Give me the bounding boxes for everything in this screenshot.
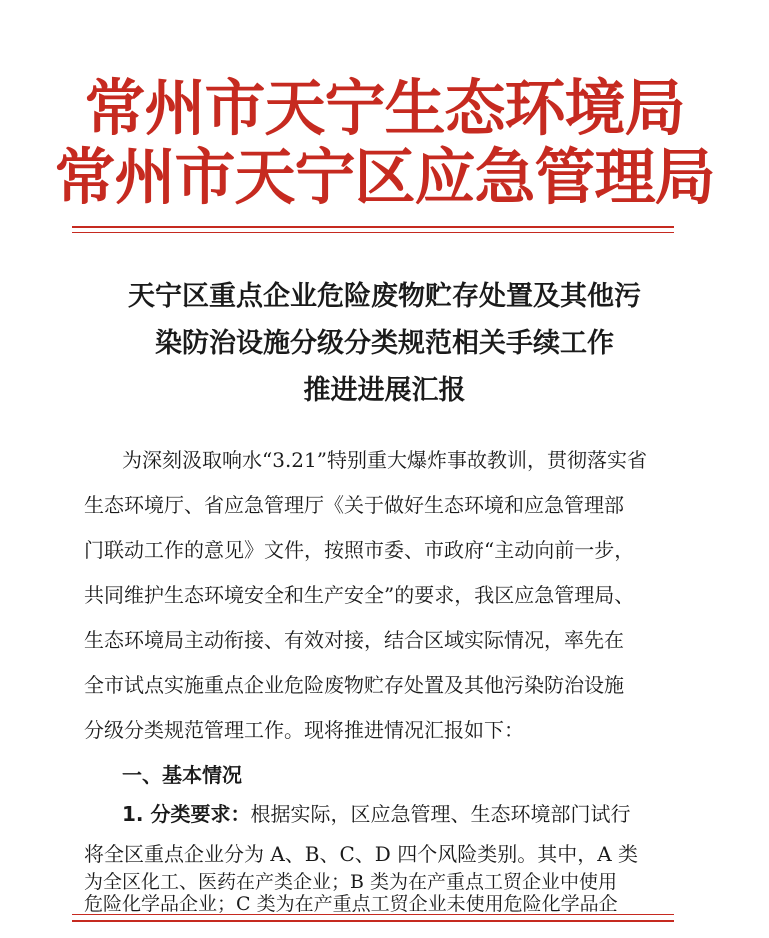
document-title-line-2: 染防治设施分级分类规范相关手续工作 — [155, 328, 614, 359]
footer-divider-thick — [72, 920, 674, 922]
paragraph-line: 为全区化工、医药在产类企业；B 类为在产重点工贸企业中使用 — [84, 871, 618, 893]
paragraph-line: 共同维护生态环境安全和生产安全”的要求，我区应急管理局、 — [84, 583, 635, 607]
document-title-line-3: 推进进展汇报 — [303, 375, 466, 406]
item-1-lead: 1. 分类要求： — [122, 802, 251, 826]
document-title-line-1: 天宁区重点企业危险废物贮存处置及其他污 — [128, 281, 641, 312]
paragraph-line: 生态环境局主动衔接、有效对接，结合区域实际情况，率先在 — [84, 628, 624, 652]
paragraph-line: 为深刻汲取响水“3.21”特别重大爆炸事故教训，贯彻落实省 — [122, 448, 647, 472]
section-heading: 一、基本情况 — [122, 763, 242, 787]
paragraph-line: 生态环境厅、省应急管理厅《关于做好生态环境和应急管理部 — [84, 493, 624, 517]
letterhead-divider-thick — [72, 226, 674, 228]
item-1-text: 根据实际，区应急管理、生态环境部门试行 — [250, 802, 631, 826]
paragraph-line: 分级分类规范管理工作。现将推进情况汇报如下： — [84, 718, 524, 742]
paragraph-line: 危险化学品企业；C 类为在产重点工贸企业未使用危险化学品企 — [84, 893, 618, 915]
paragraph-line: 将全区重点企业分为 A、B、C、D 四个风险类别。其中，A 类 — [84, 842, 638, 866]
letterhead-line-2: 常州市天宁区应急管理局 — [54, 142, 715, 213]
letterhead-line-1: 常州市天宁生态环境局 — [84, 73, 685, 144]
letterhead-divider-thin — [72, 232, 674, 233]
item-1-first-line — [122, 800, 630, 828]
paragraph-line: 全市试点实施重点企业危险废物贮存处置及其他污染防治设施 — [84, 673, 624, 697]
paragraph-line: 门联动工作的意见》文件，按照市委、市政府“主动向前一步， — [84, 538, 635, 562]
